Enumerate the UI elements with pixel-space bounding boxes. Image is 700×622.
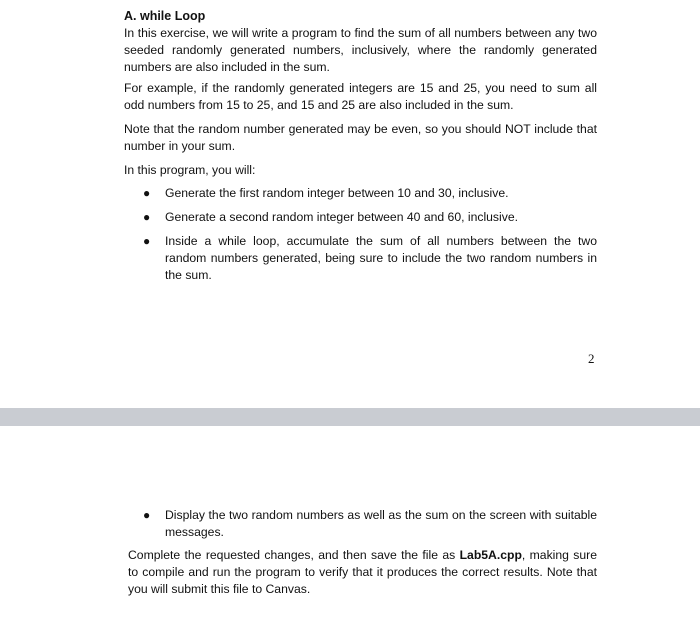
note-paragraph: Note that the random number generated may be even, so you should NOT include that number in your sum. [124, 122, 597, 153]
bullet-icon: ● [143, 234, 151, 248]
bullet-icon: ● [143, 210, 151, 224]
page-number: 2 [588, 351, 595, 366]
page-separator [0, 408, 700, 426]
task-list-continued [124, 507, 597, 541]
closing-text-end: , making sure to compile and run the program to verify that it produces the correct results. Note that you will submit this file to Canvas. [128, 548, 598, 596]
list-item [124, 507, 597, 541]
section-heading: A. while Loop [124, 9, 206, 23]
closing-paragraph [128, 547, 597, 598]
list-item [124, 185, 597, 202]
list-item-text: Generate a second random integer between 40 and 60, inclusive. [165, 210, 518, 224]
example-paragraph: For example, if the randomly generated integers are 15 and 25, you need to sum all odd numbers from 15 to 25, and 15 and 25 are also included in the sum. [124, 81, 597, 112]
bullet-icon: ● [143, 508, 151, 522]
closing-text-start: Complete the requested changes, and then save the file as [128, 548, 460, 562]
program-intro: In this program, you will: [124, 163, 256, 177]
list-item-text: Inside a while loop, accumulate the sum of all numbers between the two random numbers generated, being sure to include the two random numbers in the sum. [165, 234, 597, 282]
list-item-text: Generate the first random integer between 10 and 30, inclusive. [165, 186, 509, 200]
bullet-icon: ● [143, 186, 151, 200]
intro-paragraph: In this exercise, we will write a program to find the sum of all numbers between any two seeded randomly generated numbers, inclusively, where the randomly generated numbers are also included in the sum. [124, 26, 597, 74]
list-item [124, 233, 597, 284]
filename: Lab5A.cpp [459, 548, 522, 562]
list-item-text: Display the two random numbers as well as the sum on the screen with suitable messages. [165, 508, 597, 539]
document-page-2 [0, 426, 700, 622]
list-item [124, 209, 597, 226]
task-list [124, 185, 597, 284]
